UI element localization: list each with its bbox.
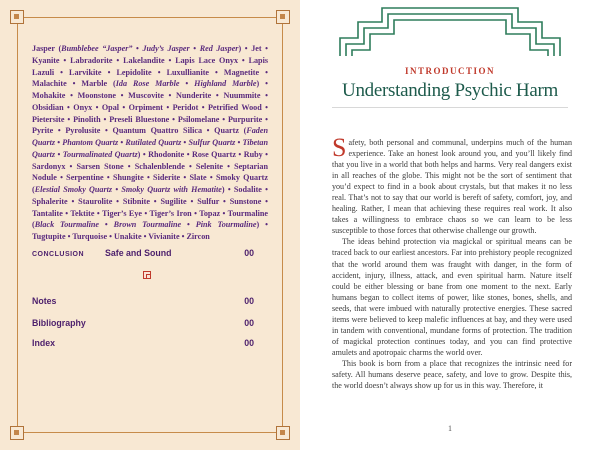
toc-page-number: 00 [244,338,254,348]
stone-name: ) • Mohakite • Moonstone • Muscovite • Nunderite • Nuummite • Obsidian • Onyx • Opal • Orpiment • Peridot • Petrified Wood • Pietersite • Pinolith • Preseli Bluestone • Psilomelane • Purpurite • Pyrite • Pyrolusite • Quantum Quattro Silica • Quartz ( [32,79,268,136]
toc-chapter-label: CONCLUSION [32,251,85,258]
toc-page-number: 00 [244,318,254,328]
stone-name: Jasper ( [32,44,62,53]
stone-name: ) • Rhodonite • Rose Quartz • Ruby • Sardonyx • Sarsen Stone • Schalenblende • Selenite • Septarian Nodule • Serpentine • Shungite • Siderite • Slate • Smoky Quartz ( [32,149,268,194]
stone-variety: Brown Tourmaline [113,220,182,230]
body-paragraph: This book is born from a place that recognizes the intrinsic need for safety. All humans deserve peace, safety, and love to grow. Despite this, the world doesn’t always show up for us in this way. Therefore, it [332,358,572,391]
art-deco-header-ornament-icon [300,0,600,60]
stone-name: • [235,138,243,147]
toc-page-number: 00 [244,296,254,306]
toc-entry-title: Bibliography [32,318,86,328]
body-paragraph [332,133,572,236]
paragraph-text: afety, both personal and communal, underpins much of the human experience. Take an honest look around you, and you’ll likely find that you live in a world that both helps and harms. Very real dangers exist in all reaches of the globe. This might not be the sort of sentiment that you’d expect to find in a book about crystals, but that makes it no less real. That’s not to say that our world is bereft of safety, comfort, joy, and healing. Rather, I mean that achieving these requires real work. It also takes a willingness to embrace chaos so we can learn to be less susceptible to those forces that otherwise challenge our growth. [332,138,572,236]
stone-name: ) • Tugtupite • Turquoise • Unakite • Vivianite • Zircon [32,220,268,241]
stone-name: • [181,220,196,230]
chapter-label: INTRODUCTION [404,66,495,76]
chapter-title: Understanding Psychic Harm [342,80,558,101]
title-divider [332,107,568,108]
frame-corner-ornament-icon [276,10,290,24]
stone-variety: Black Tourmaline [34,220,100,230]
toc-entry-conclusion[interactable] [32,248,254,258]
stone-variety: Ida Rose Marble [115,79,180,89]
stone-name: • [55,149,63,159]
toc-entry-notes[interactable] [32,296,254,306]
stone-variety: Sulfur Quartz [188,138,236,147]
toc-entry-title: Notes [32,296,57,306]
stone-variety: Elestial Smoky Quartz [34,185,113,194]
toc-chapter-title: Safe and Sound [105,248,172,258]
frame-corner-ornament-icon [10,426,24,440]
stone-index-text [32,43,268,243]
stone-name: • [132,44,143,53]
stone-name: • [112,185,122,194]
chapter-body [332,133,572,391]
stone-variety: Rutilated Quartz [125,138,182,147]
toc-entry-index[interactable] [32,338,254,348]
drop-cap: S [332,133,347,162]
stone-name: ) • Jet • Kyanite • Labradorite • Lakelandite • Lapis Lace Onyx • Lapis Lazuli • Larvikite • Lepidolite • Luxullianite • Magnetite • Malachite • Marble ( [32,44,268,89]
stone-name: • [179,79,195,89]
stone-variety: Highland Marble [194,79,257,89]
stone-variety: Smoky Quartz with Hematite [121,185,222,194]
stone-variety: Red Jasper [199,44,239,53]
stone-variety: Pink Tourmaline [195,220,257,230]
stone-variety: Judy’s Jasper [142,44,190,53]
stone-variety: Tibetan Quartz [32,138,268,159]
stone-variety: Phantom Quartz [62,138,119,147]
stone-variety: Faden Quartz [32,126,268,147]
stone-name: • [181,138,189,147]
stone-name: • [55,138,63,147]
frame-corner-ornament-icon [276,426,290,440]
toc-page-number: 00 [244,248,254,258]
stone-name: • [189,44,200,53]
stone-variety: Bumblebee “Jasper” [61,44,133,53]
toc-entry-bibliography[interactable] [32,318,254,328]
right-page-chapter [300,0,600,450]
square-knot-ornament-icon [143,271,151,279]
page-number: 1 [448,424,452,433]
body-paragraph: The ideas behind protection via magickal or spiritual means can be traced back to our earliest ancestors. Far into prehistory people recognized that the world around them was fraught with danger, in the form of accident, injury, illness, attack, and even spiritual harm. Nature itself could be either blessing or bane from one moment to the next. Early humans began to collect items of power, like stones, bones, shells, and seeds, that were imbued with naturally protective energies. These sacred items were believed to keep malefic influences at bay, and they were used in tandem with conventional, mundane forms of protection. The tradition of magickal protection continues today, and you can find protective amulets and apotropaic charms the world over. [332,237,572,357]
stone-name: • [118,138,126,147]
stone-variety: Tourmalinated Quartz [62,149,138,159]
stone-name: • [99,220,114,230]
toc-stone-list [32,43,268,243]
toc-entry-title: Index [32,338,55,348]
frame-corner-ornament-icon [10,10,24,24]
stone-name: ) • Sodalite • Sphalerite • Staurolite • Stibnite • Sugilite • Sulfur • Sunstone • Tantalite • Tektite • Tiger’s Eye • Tiger’s Iron • Topaz • Tourmaline ( [32,185,268,230]
